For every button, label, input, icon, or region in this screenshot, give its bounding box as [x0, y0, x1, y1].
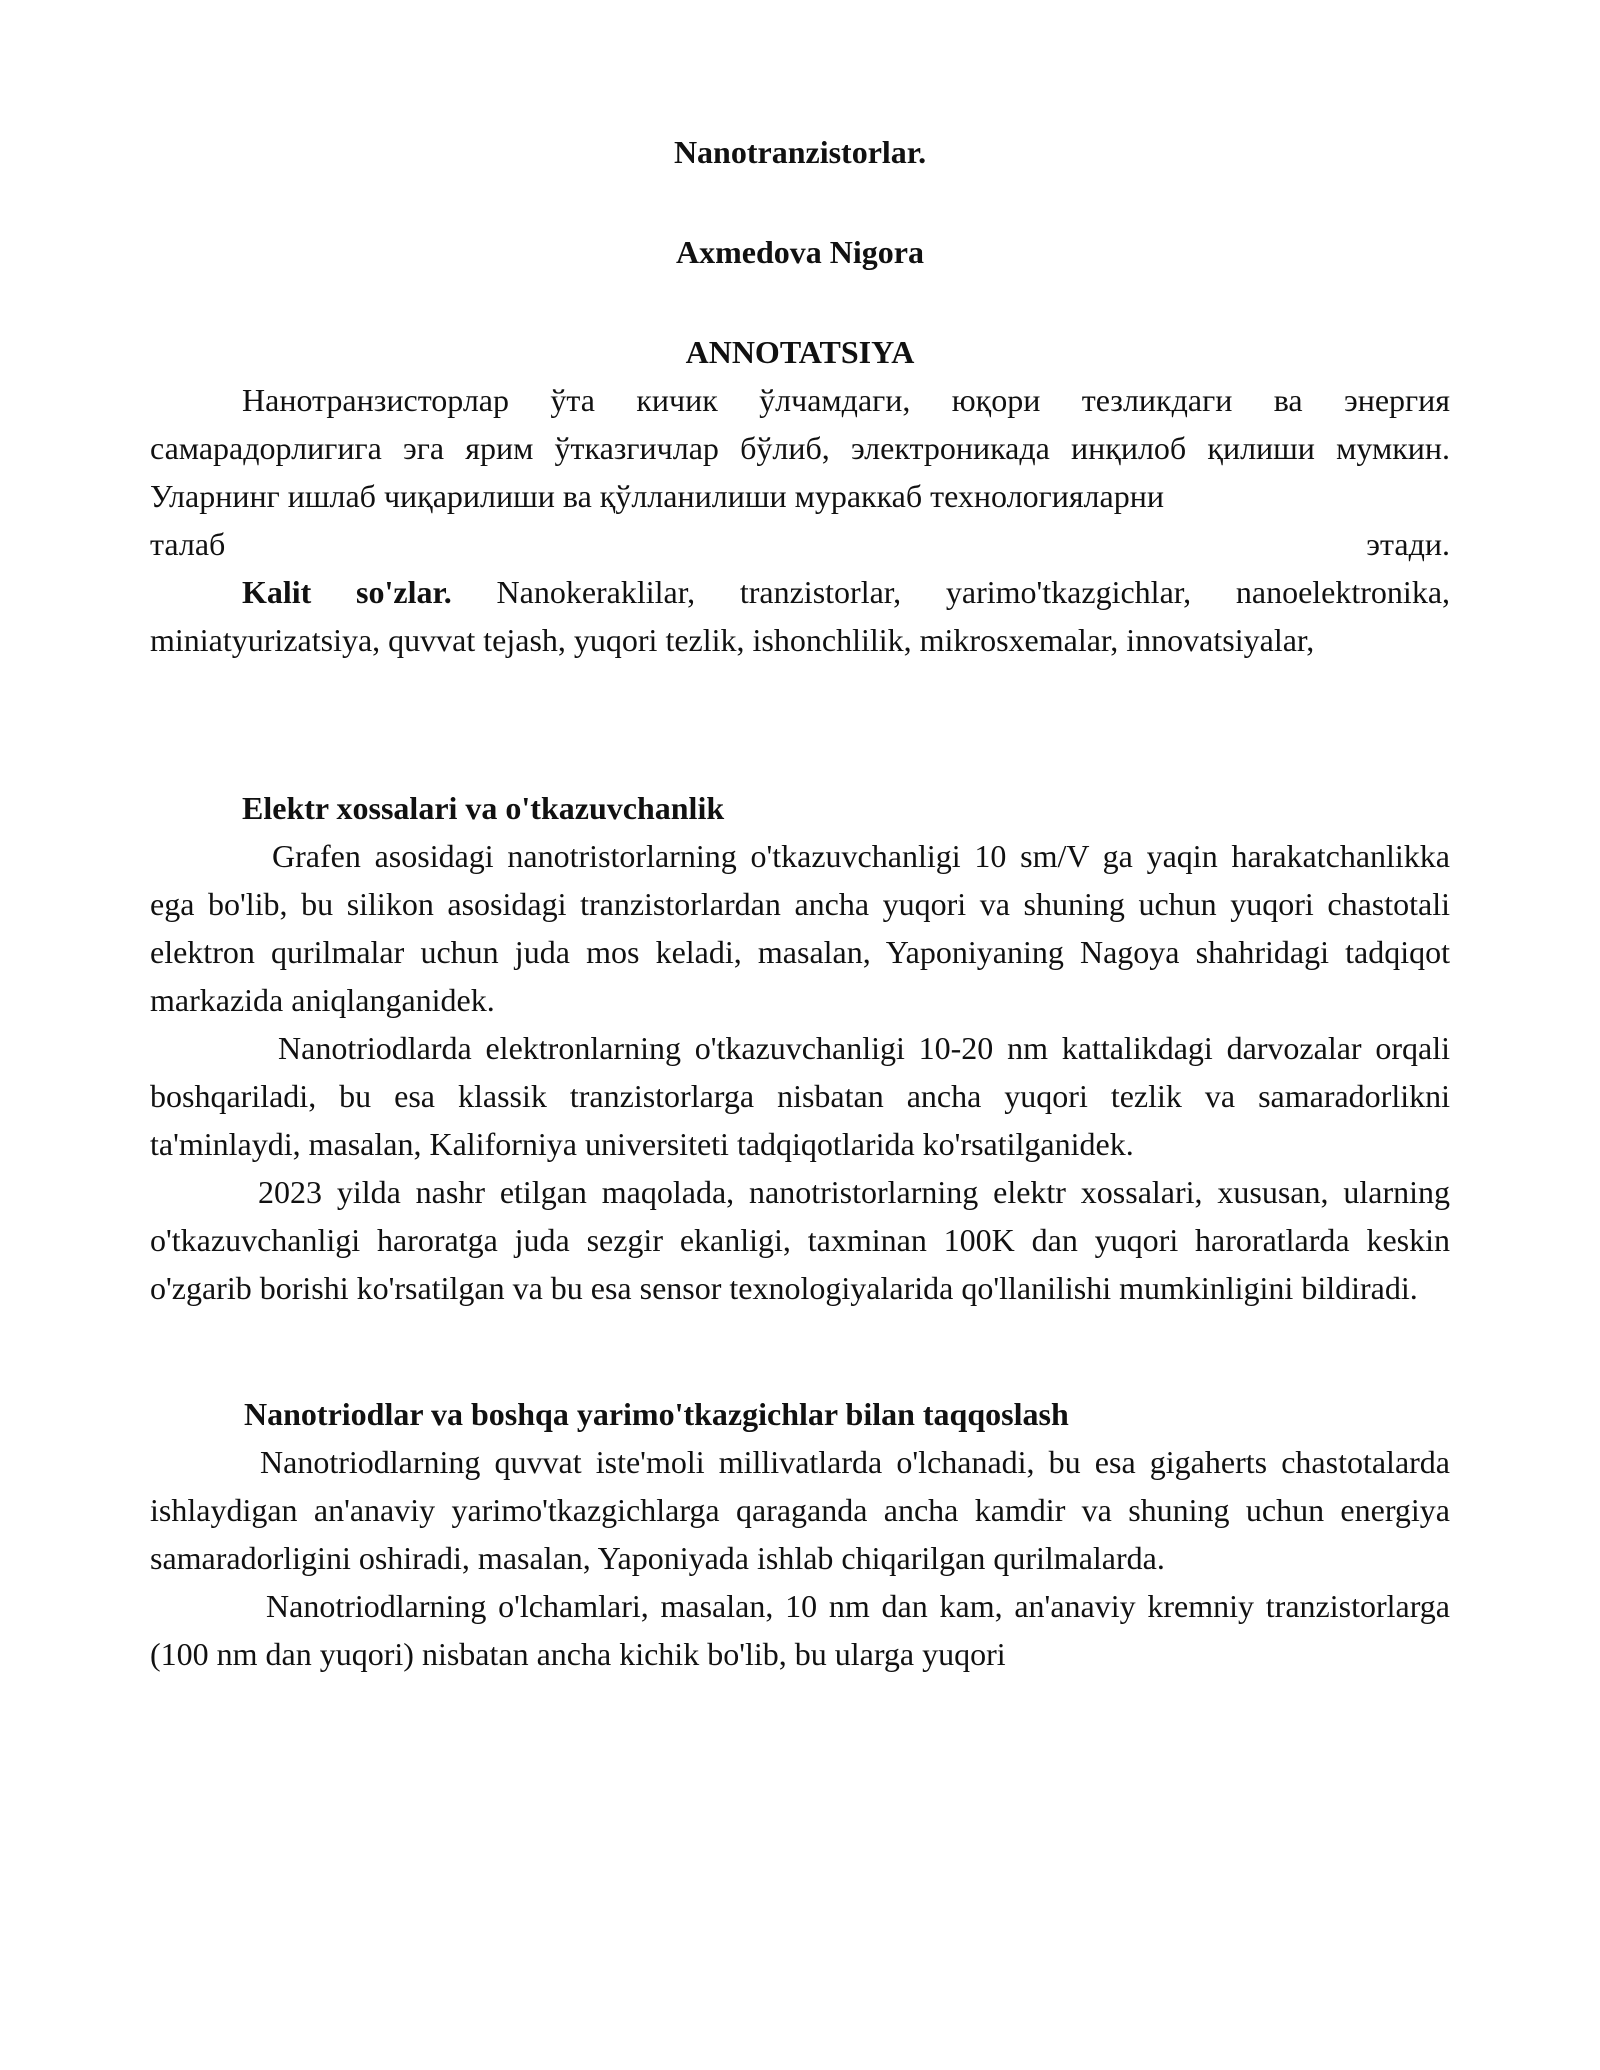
section1-paragraph-2: Nanotriodlarda elektronlarning o'tkazuvchanligi 10-20 nm kattalikdagi darvozalar orqali boshqariladi, bu esa klassik tranzistorlarga nisbatan ancha yuqori tezlik va samaradorlikni ta'minlaydi, masalan, Kaliforniya universiteti tadqiqotlarida ko'rsatilganidek.	[150, 1030, 1450, 1162]
section-heading-electrical: Elektr xossalari va o'tkazuvchanlik	[242, 790, 725, 826]
document-title: Nanotranzistorlar.	[673, 134, 927, 170]
section2-paragraph-2: Nanotriodlarning o'lchamlari, masalan, 10 nm dan kam, an'anaviy kremniy tranzistorlarga (100 nm dan yuqori) nisbatan ancha kichik bo'lib, bu ularga yuqori	[150, 1588, 1450, 1672]
section2-paragraph-1: Nanotriodlarning quvvat iste'moli millivatlarda o'lchanadi, bu esa gigaherts chastotalarda ishlaydigan an'anaviy yarimo'tkazgichlarga qaraganda ancha kamdir va shuning uchun energiya samaradorligini oshiradi, masalan, Yaponiyada ishlab chiqarilgan qurilmalarda.	[150, 1444, 1450, 1576]
annotation-paragraph	[150, 376, 1450, 520]
section-heading-comparison: Nanotriodlar va boshqa yarimo'tkazgichlar bilan taqqoslash	[244, 1396, 1069, 1432]
document-author: Axmedova Nigora	[676, 234, 924, 270]
keywords-paragraph	[150, 568, 1450, 664]
annotation-text-end: талаб этади.	[150, 526, 1450, 562]
keywords-label: Kalit so'zlar.	[242, 574, 452, 610]
section1-paragraph-3: 2023 yilda nashr etilgan maqolada, nanotristorlarning elektr xossalari, xususan, ularning o'tkazuvchanligi haroratga juda sezgir ekanligi, taxminan 100K dan yuqori haroratlarda keskin o'zgarib borishi ko'rsatilgan va bu esa sensor texnologiyalarida qo'llanilishi mumkinligini bildiradi.	[150, 1174, 1450, 1306]
annotation-paragraph-end	[150, 520, 1450, 568]
annotation-heading: ANNOTATSIYA	[685, 334, 915, 370]
keywords-text: Nanokeraklilar, tranzistorlar, yarimo'tkazgichlar, nanoelektronika, miniatyurizatsiya, quvvat tejash, yuqori tezlik, ishonchlilik, mikrosxemalar, innovatsiyalar,	[150, 574, 1451, 658]
section1-paragraph-1: Grafen asosidagi nanotristorlarning o'tkazuvchanligi 10 sm/V ga yaqin harakatchanlikka ega bo'lib, bu silikon asosidagi tranzistorlardan ancha yuqori va shuning uchun yuqori chastotali elektron qurilmalar uchun juda mos keladi, masalan, Yaponiyaning Nagoya shahridagi tadqiqot markazida aniqlanganidek.	[150, 838, 1450, 1018]
annotation-text: Нанотранзисторлар ўта кичик ўлчамдаги, юқори тезликдаги ва энергия самарадорлигига эга ярим ўтказгичлар бўлиб, электроникада инқилоб қилиши мумкин. Уларнинг ишлаб чиқарилиши ва қўлланилиши мураккаб технологияларни	[150, 382, 1450, 514]
